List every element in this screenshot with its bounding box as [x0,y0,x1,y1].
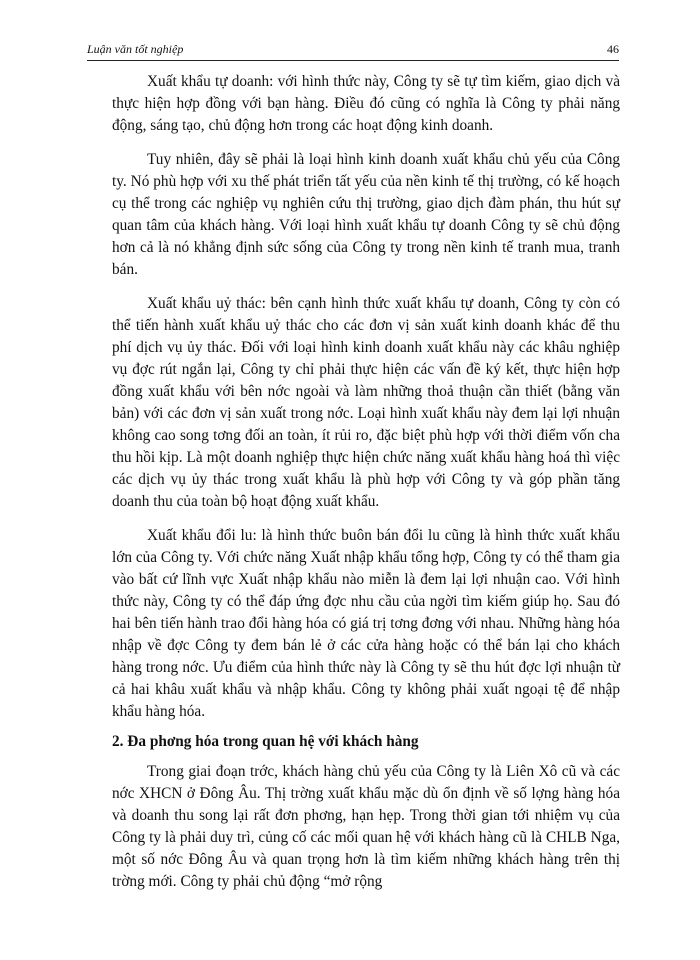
header-title: Luận văn tốt nghiệp [87,42,184,56]
paragraph-barter-export: Xuất khẩu đổi lu: là hình thức buôn bán đổi lu cũng là hình thức xuất khẩu lớn của Công ty. Với chức năng Xuất nhập khẩu tổng hợp, Công ty có thể tham gia vào bất cứ lĩnh vực Xuất nhập khẩu nào miễn là đem lại lợi nhuận cao. Với hình thức này, Công ty có thể đáp ứng đợc nhu cầu của ngời tìm kiếm giúp họ. Sau đó hai bên tiến hành trao đổi hàng hóa có giá trị tơng đơng với nhau. Những hàng hóa nhập về đợc Công ty đem bán lẻ ở các cửa hàng hoặc có thể bán lại cho khách hàng trong nớc. Ưu điểm của hình thức này là Công ty sẽ thu hút đợc lợi nhuận từ cả hai khâu xuất khẩu và nhập khẩu. Công ty không phải xuất ngoại tệ để nhập khẩu hàng hóa. [112,527,620,720]
page-number: 46 [607,42,619,56]
paragraph-self-export-benefits: Tuy nhiên, đây sẽ phải là loại hình kinh doanh xuất khẩu chủ yếu của Công ty. Nó phù hợp với xu thế phát triển tất yếu của nền kinh tế thị trường, có kế hoạch cụ thể trong các nghiệp vụ nghiên cứu thị trường, giao dịch đàm phán, thu hút sự quan tâm của khách hàng. Với loại hình xuất khẩu tự doanh Công ty sẽ chủ động hơn cả là nó khẳng định sức sống của Công ty trong nền kinh tế tranh mua, tranh bán. [112,151,620,278]
paragraph-self-export: Xuất khẩu tự doanh: với hình thức này, Công ty sẽ tự tìm kiếm, giao dịch và thực hiện hợp đồng với bạn hàng. Điều đó cũng có nghĩa là Công ty phải năng động, sáng tạo, chủ động hơn trong các hoạt động kinh doanh. [112,73,620,134]
document-body [112,71,620,905]
page-header [87,40,619,61]
paragraph-customer-relations: Trong giai đoạn trớc, khách hàng chủ yếu của Công ty là Liên Xô cũ và các nớc XHCN ở Đông Âu. Thị trờng xuất khẩu mặc dù ổn định về số lợng hàng hóa và doanh thu song lại rất đơn phơng, hạn hẹp. Trong thời gian tới nhiệm vụ của Công ty là phải duy trì, củng cố các mối quan hệ với khách hàng cũ là CHLB Nga, một số nớc Đông Âu và quan trọng hơn là tìm kiếm những khách hàng trên thị trờng mới. Công ty phải chủ động “mở rộng [112,763,620,890]
paragraph-entrusted-export: Xuất khẩu uỷ thác: bên cạnh hình thức xuất khẩu tự doanh, Công ty còn có thể tiến hành xuất khẩu uỷ thác cho các đơn vị sản xuất kinh doanh khác để thu phí dịch vụ ủy thác. Đối với loại hình kinh doanh xuất khẩu này các khâu nghiệp vụ đợc rút ngắn lại, Công ty chỉ phải thực hiện các vấn đề ký kết, thực hiện hợp đồng xuất khẩu với bên nớc ngoài và làm những thoả thuận cần thiết (bằng văn bản) với các đơn vị sản xuất trong nớc. Loại hình xuất khẩu này đem lại lợi nhuận không cao song tơng đối an toàn, ít rủi ro, đặc biệt phù hợp với thời điểm vốn cha thu hồi kịp. Là một doanh nghiệp thực hiện chức năng xuất khẩu hàng hoá thì việc các dịch vụ ủy thác trong xuất khẩu là phù hợp với Công ty và góp phần tăng doanh thu của toàn bộ hoạt động xuất khẩu. [112,295,620,510]
section-heading: 2. Đa phơng hóa trong quan hệ với khách hàng [112,733,419,750]
